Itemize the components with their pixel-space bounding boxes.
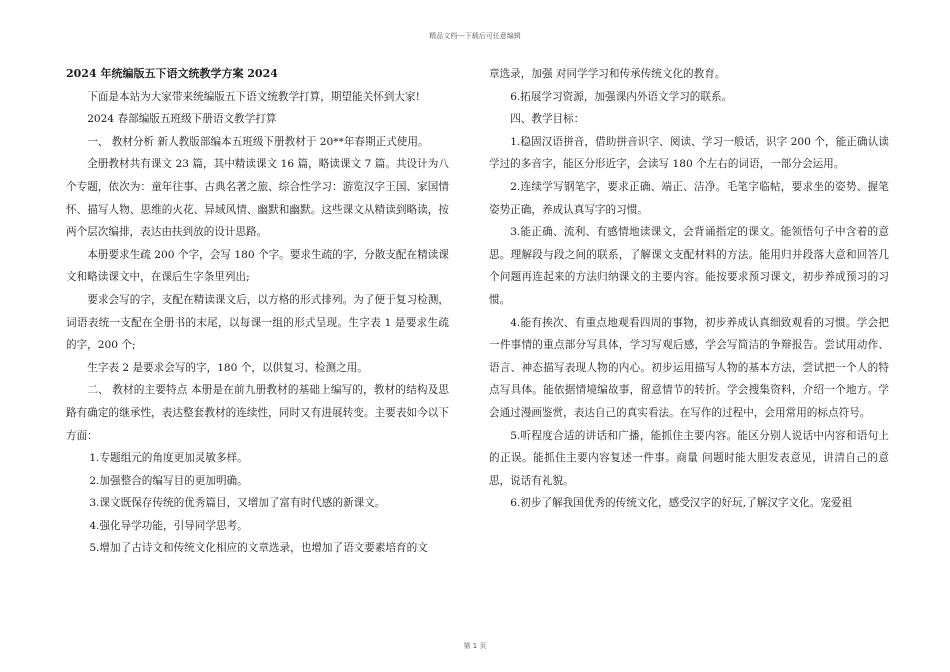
document-title: 2024 年统编版五下语文统教学方案 2024: [66, 67, 278, 80]
paragraph: 二、 教材的主要特点 本册是在前九册教材的基础上编写的，教材的结构及思路有确定的继承性，表达整套教材的连续性，同时又有进展转变。主要表如今以下方面：: [66, 384, 449, 442]
paragraph: 4.能有挨次、有重点地观看四周的事物，初步养成认真细致观看的习惯。学会把一件事情的重点部分写具体，学习写观后感，学会写简洁的争辩报告。尝试用动作、语言、神态描写表现人物的内心。初步运用描写人物的基本方法，尝试把一个人的特点写具体。能依据情境编故事，留意情节的转折。学会搜集资料，介绍一个地方。学会通过漫画鉴赏，表达自己的真实看法。在写作的过程中，会用常用的标点符号。: [489, 316, 889, 419]
page-footer: 第 1 页: [463, 642, 487, 650]
page-header: 精品文档---下载后可任意编辑: [429, 32, 521, 40]
paragraph: 要求会写的字，支配在精读课文后，以方格的形式排列。为了便于复习检测，词语表统一支配在全册书的末尾，以每课一组的形式呈现。生字表 1 是要求生疏的字，200 个;: [66, 293, 449, 352]
right-column: [489, 63, 889, 515]
paragraph: 下面是本站为大家带来统编版五下语文统教学打算，期望能关怀到大家!: [87, 90, 420, 103]
paragraph: 4.强化导学功能，引导同学思考。: [89, 519, 248, 532]
paragraph: 章选录，加强 对同学学习和传承传统文化的教育。: [489, 68, 726, 80]
paragraph: 5.增加了古诗文和传统文化相应的文章选录，也增加了语文要素培育的文: [89, 542, 428, 555]
paragraph: 1.稳固汉语拼音，借助拼音识字、阅读、学习一般话，识字 200 个，能正确认读学过的多音字，能区分形近字，会读写 180 个左右的词语，一部分会运用。: [489, 135, 889, 171]
paragraph: 2024 春部编版五班级下册语文教学打算: [87, 113, 277, 126]
paragraph: 6.拓展学习资源，加强课内外语文学习的联系。: [510, 90, 733, 103]
paragraph: 2.加强整合的编写目的更加明确。: [89, 474, 248, 487]
left-column: [66, 63, 449, 560]
paragraph: 6.初步了解我国优秀的传统文化，感受汉字的好玩,了解汉字文化。宠爱祖: [510, 497, 853, 510]
paragraph: 3.能正确、流利、有感情地读课文，会背诵指定的课文。能领悟句子中含着的意思。理解段与段之间的联系，了解课文支配材料的方法。能用归并段落大意和回答几个问题再连起来的方法归纳课文的主要内容。能按要求预习课文，初步养成预习的习惯。: [489, 226, 889, 306]
paragraph: 5.听程度合适的讲话和广播，能抓住主要内容。能区分别人说话中内容和语句上的正误。能抓住主要内容复述一件事。商量 问题时能大胆发表意见，讲清自己的意思，说话有礼貌。: [489, 429, 889, 487]
paragraph: 全册教材共有课文 23 篇，其中精读课文 16 篇，略读课文 7 篇。共设计为八个专题，依次为：童年往事、古典名著之旅、综合性学习：游览汉字王国、家国情怀、描写人物、思维的火花、异域风情、幽默和幽默。这些课文从精读到略读，按两个层次编排，表达由扶到放的设计思路。: [66, 158, 449, 239]
paragraph: 本册要求生疏 200 个字，会写 180 个字。要求生疏的字，分散支配在精读课文和略读课文中，在课后生字条里列出;: [66, 248, 449, 284]
paragraph: 3.课文既保存传统的优秀篇目，又增加了富有时代感的新课文。: [89, 497, 386, 510]
paragraph: 四、教学目标：: [510, 113, 585, 126]
paragraph: 2.连续学写钢笔字，要求正确、端正、洁净。毛笔字临帖，要求坐的姿势、握笔姿势正确，养成认真写字的习惯。: [489, 180, 889, 216]
paragraph: 1.专题组元的角度更加灵敏多样。: [89, 452, 248, 465]
paragraph: 生字表 2 是要求会写的字，180 个，以供复习、检测之用。: [87, 361, 368, 374]
paragraph: 一、 教材分析 新人教版部编本五班级下册教材于 20**年春期正式使用。: [87, 135, 429, 148]
